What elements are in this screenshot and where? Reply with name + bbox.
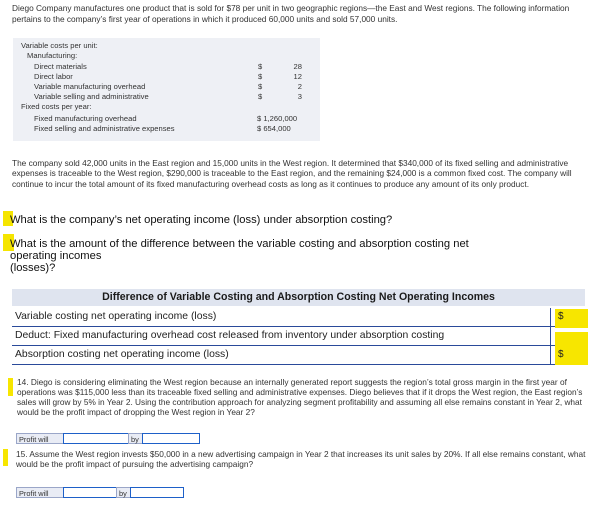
cost-row: Variable manufacturing overhead $ 2 <box>34 82 302 91</box>
question-15: 15. Assume the West region invests $50,000 in a new advertising campaign in Year 2 that increases its unit sales by 20%. If all else remains constant, what would be the profit impact of pursuing the advertising campaign? <box>16 449 586 469</box>
cost-heading-fixed: Fixed costs per year: <box>21 102 92 111</box>
question-14: 14. Diego is considering eliminating the West region because an internally generated report suggests the region’s total gross margin in the first year of operations was $115,000 less than its traceable fixed selling and administrative expenses. Diego believes that if it drops the West region, the East region’s sales will grow by 5% in Year 2. Using the contribution approach for analyzing segment profitability and assuming all else remains constant in Year 2, what would be the profit impact of dropping the West region in Year 2? <box>17 377 583 417</box>
table-row: Deduct: Fixed manufacturing overhead cost released from inventory under absorption costing <box>12 327 585 346</box>
profit-direction-select[interactable] <box>63 487 117 498</box>
cost-row: Direct materials $ 28 <box>34 62 302 71</box>
question-net-operating-income: What is the company’s net operating income (loss) under absorption costing? <box>10 214 393 226</box>
cost-row-fixed: Fixed selling and administrative expenses $ 654,000 <box>34 124 291 133</box>
cost-row: Variable selling and administrative $ 3 <box>34 92 302 101</box>
highlight-mark <box>3 449 8 466</box>
profit-amount-input[interactable] <box>142 433 200 444</box>
difference-table-title: Difference of Variable Costing and Absorption Costing Net Operating Incomes <box>12 289 585 306</box>
profit-will-label: Profit will <box>16 433 64 444</box>
profit-will-label: Profit will <box>16 487 64 498</box>
highlight-mark <box>8 378 13 396</box>
profit-direction-select[interactable] <box>63 433 129 444</box>
table-row: Absorption costing net operating income (loss) <box>12 346 585 365</box>
currency-symbol: $ <box>558 311 564 322</box>
question-difference-line3: (losses)? <box>10 262 56 274</box>
cost-row: Direct labor $ 12 <box>34 72 302 81</box>
table-row: Variable costing net operating income (loss) <box>12 308 585 327</box>
cost-heading-variable: Variable costs per unit: <box>21 41 98 50</box>
question-difference-line2: operating incomes <box>10 250 102 262</box>
cost-row-fixed: Fixed manufacturing overhead $ 1,260,000 <box>34 114 298 123</box>
by-label: by <box>116 487 131 498</box>
cost-data-table <box>13 38 320 141</box>
question-difference-line1: What is the amount of the difference between the variable costing and absorption costing net <box>10 238 469 250</box>
intro-paragraph: Diego Company manufactures one product that is sold for $78 per unit in two geographic regions—the East and West regions. The following information pertains to the company’s first year of operations in which it produced 60,000 units and sold 57,000 units. <box>12 3 570 24</box>
region-paragraph: The company sold 42,000 units in the East region and 15,000 units in the West region. It determined that $340,000 of its fixed selling and administrative expenses is traceable to the West region, $290,000 is traceable to the East region, and the remaining $24,000 is a common fixed cost. The company will continue to incur the total amount of its fixed manufacturing overhead costs as long as it continues to produce any amount of its only product. <box>12 158 572 189</box>
currency-symbol: $ <box>558 349 564 360</box>
profit-amount-input[interactable] <box>130 487 184 498</box>
cost-heading-manufacturing: Manufacturing: <box>27 51 78 60</box>
by-label: by <box>128 433 143 444</box>
